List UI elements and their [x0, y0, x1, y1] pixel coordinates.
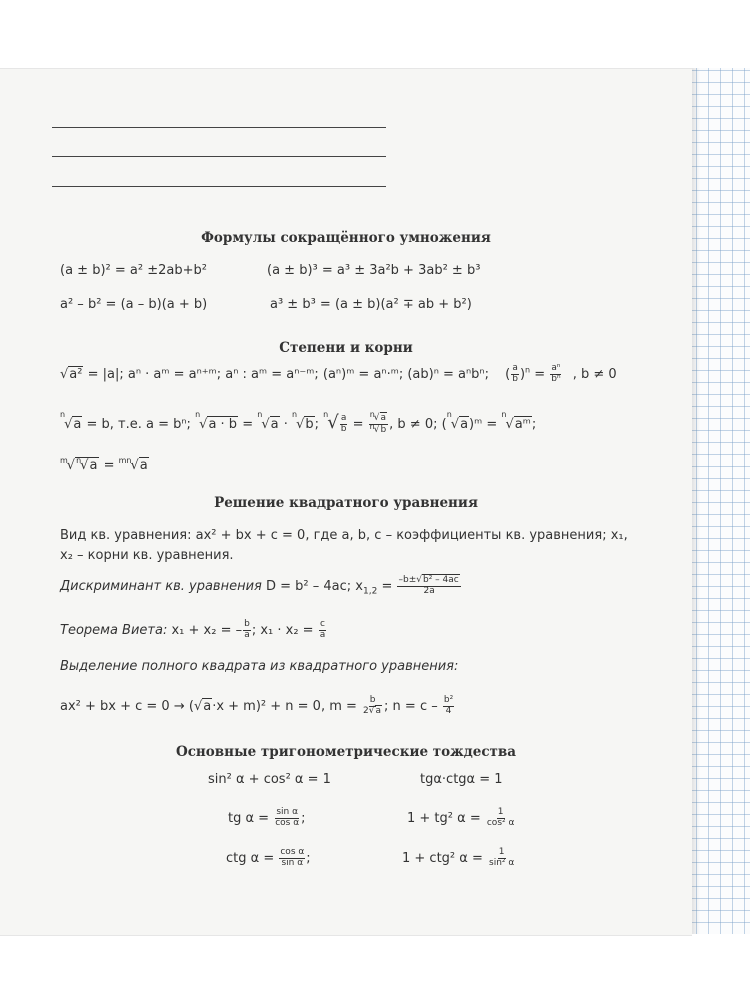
discriminant-row: Дискриминант кв. уравнения D = b² – 4ac; $x_{1,2}$ = $\frac{\text{–b±√b² – 4ac}}{2a}$	[60, 575, 459, 597]
heading-powers: Степени и корни	[279, 340, 413, 356]
complete-square-label: Выделение полного квадрата из квадратного уравнения:	[60, 659, 459, 674]
trig-tg: tg α = $\frac{\text{sin α}}{\text{cos α}}$ ;	[228, 807, 306, 828]
heading-multiplication: Формулы сокращённого умножения	[201, 230, 491, 246]
writing-line	[52, 156, 386, 157]
formula-diff-squares: a² – b² = (a – b)(a + b)	[60, 297, 208, 312]
trig-tg-ctg: tgα·ctgα = 1	[420, 772, 503, 787]
formula-sum-cubes: a³ ± b³ = (a ± b)(a² ∓ ab + b²)	[270, 297, 472, 312]
trig-ctg2: 1 + ctg² α = $\frac{1}{\text{sin² α}}$	[402, 847, 515, 868]
trig-ctg: ctg α = $\frac{\text{cos α}}{\text{sin α}}$ ;	[226, 847, 311, 868]
fraction-power: ( $\frac{a}{b}$ )$^n$ = $\frac{\text{aⁿ}}{\text{bⁿ}}$	[505, 363, 561, 384]
powers-row-3: $^m$√$^n$√a = $^{mn}$√a	[60, 456, 148, 473]
vieta-row: Теорема Виета: x₁ + x₂ = – $\frac{b}{a}$ ; x₁ · x₂ = $\frac{c}{a}$	[60, 619, 326, 640]
writing-line	[52, 127, 386, 128]
root-sign: √	[60, 366, 69, 382]
quadratic-description: Вид кв. уравнения: ax² + bx + c = 0, где a, b, c – коэффициенты кв. уравнения; x₁, x₂ – корни кв. уравнения.	[60, 528, 628, 563]
power-rules: = |a|; aⁿ · aᵐ = aⁿ⁺ᵐ; aⁿ : aᵐ = aⁿ⁻ᵐ; (aⁿ)ᵐ = aⁿ·ᵐ; (ab)ⁿ = aⁿbⁿ;	[83, 366, 489, 382]
heading-quadratic: Решение квадратного уравнения	[214, 495, 478, 511]
trig-tg2: 1 + tg² α = $\frac{1}{\text{cos² α}}$	[407, 807, 515, 828]
trig-pythagorean: sin² α + cos² α = 1	[208, 772, 331, 787]
writing-line	[52, 186, 386, 187]
formula-square-sum: (a ± b)² = a² ±2ab+b²	[60, 263, 207, 278]
radicand: a²	[69, 366, 83, 382]
grid-paper-edge	[692, 68, 750, 934]
formula-cube-sum: (a ± b)³ = a³ ± 3a²b + 3ab² ± b³	[267, 263, 481, 278]
powers-row-1	[60, 364, 617, 385]
complete-square-row: ax² + bx + c = 0 → (√a·x + m)² + n = 0, m = $\frac{b}{2√a}$ ; n = c – $\frac{\text{b²}}{4}$	[60, 695, 454, 716]
heading-trig: Основные тригонометрические тождества	[175, 744, 517, 760]
powers-row-2: $^n$√a = b, т.е. a = bⁿ; $^n$√a · b = $^n$√a · $^n$√b; $^n$√ $\frac{a}{b}$ = $\frac{n√a}{n√b}$ , b ≠ 0; ($^n$√a)ᵐ = $^n$√aᵐ;	[60, 410, 537, 435]
condition: , b ≠ 0	[572, 366, 617, 382]
